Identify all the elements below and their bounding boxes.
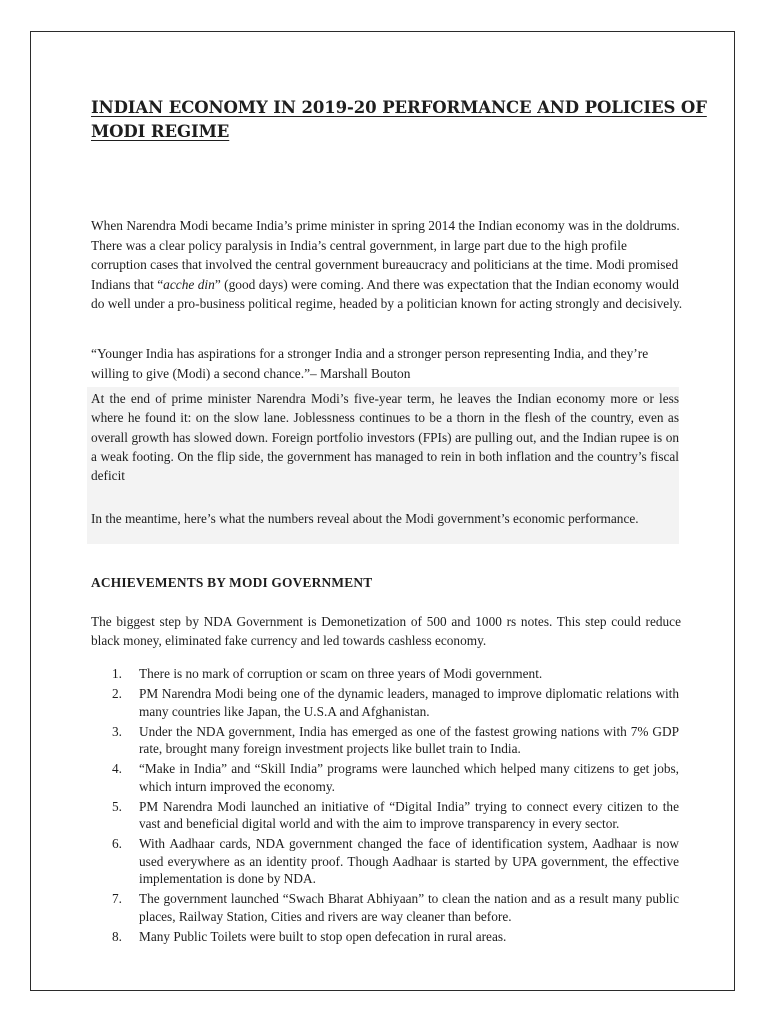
intro-italic-phrase: acche din bbox=[163, 276, 215, 292]
achievements-heading: ACHIEVEMENTS BY MODI GOVERNMENT bbox=[91, 575, 373, 590]
list-item-text: PM Narendra Modi launched an initiative of “Digital India” trying to connect every citizen to the vast and beneficial digital world and with the aim to improve transparency in every sector. bbox=[139, 798, 679, 832]
list-item bbox=[91, 760, 708, 795]
list-item-text: Under the NDA government, India has emerged as one of the fastest growing nations with 7% GDP rate, brought many foreign investment projects like bullet train to India. bbox=[139, 723, 679, 757]
list-item-text: PM Narendra Modi being one of the dynamic leaders, managed to improve diplomatic relations with many countries like Japan, the U.S.A and Afghanistan. bbox=[139, 685, 679, 719]
list-item-number: 4. bbox=[112, 761, 122, 777]
demonetization-paragraph: The biggest step by NDA Government is Demonetization of 500 and 1000 rs notes. This step could reduce black money, eliminated fake currency and led towards cashless economy. bbox=[91, 614, 681, 648]
document-content bbox=[91, 96, 708, 945]
list-item-text: Many Public Toilets were built to stop open defecation in rural areas. bbox=[139, 929, 507, 945]
list-item bbox=[91, 723, 708, 758]
list-item-number: 1. bbox=[112, 666, 122, 681]
list-item-number: 2. bbox=[112, 685, 122, 701]
list-item bbox=[91, 665, 708, 683]
intro-text-start: When Narendra Modi became India’s prime minister in spring 2014 the Indian economy was in the doldrums. There was a clear policy paralysis in India’s central government, in large part due to the high profile corruption cases that involved the central government bureaucracy and politicians at the time. Modi promised Indians that “ bbox=[91, 218, 680, 292]
list-item bbox=[91, 798, 708, 833]
list-item-number: 7. bbox=[112, 891, 122, 907]
list-item-text: With Aadhaar cards, NDA government changed the face of identification system, Aadhaar is now used everywhere as an identity proof. Though Aadhaar is started by UPA government, the effective implementation is done by NDA. bbox=[139, 836, 679, 887]
list-item-text: “Make in India” and “Skill India” programs were launched which helped many citizens to get jobs, which inturn improved the economy. bbox=[139, 761, 679, 794]
list-item-number: 5. bbox=[112, 798, 122, 814]
achievements-list bbox=[91, 665, 708, 948]
list-item-number: 3. bbox=[112, 723, 122, 739]
list-item-text: There is no mark of corruption or scam on three years of Modi government. bbox=[139, 666, 543, 681]
numbers-paragraph: In the meantime, here’s what the numbers reveal about the Modi government’s economic performance. bbox=[91, 511, 639, 526]
list-item bbox=[91, 890, 708, 925]
list-item-number: 6. bbox=[112, 836, 122, 852]
term-paragraph: At the end of prime minister Narendra Modi’s five-year term, he leaves the Indian economy more or less where he found it: on the slow lane. Joblessness continues to be a thorn in the flesh of the country, even as overall growth has slowed down. Foreign portfolio investors (FPIs) are pulling out, and the Indian rupee is on a weak footing. On the flip side, the government has managed to rein in both inflation and the country’s fiscal deficit bbox=[91, 391, 679, 484]
list-item bbox=[91, 685, 708, 720]
quote-paragraph: “Younger India has aspirations for a stronger India and a stronger person representing India, and they’re willing to give (Modi) a second chance.”– Marshall Bouton bbox=[91, 346, 649, 381]
list-item bbox=[91, 835, 708, 888]
list-item-text: The government launched “Swach Bharat Abhiyaan” to clean the nation and as a result many public places, Railway Station, Cities and rivers are way cleaner than before. bbox=[139, 891, 679, 925]
document-title: INDIAN ECONOMY IN 2019-20 PERFORMANCE AND POLICIES OF MODI REGIME bbox=[91, 98, 707, 141]
intro-paragraph bbox=[91, 216, 683, 314]
list-item bbox=[91, 928, 708, 946]
document-page bbox=[30, 31, 735, 991]
list-item-number: 8. bbox=[112, 929, 122, 945]
intro-text-end: ” (good days) were coming. And there was expectation that the Indian economy would do well under a pro-business political regime, headed by a politician known for acting strongly and decisively. bbox=[91, 276, 683, 312]
